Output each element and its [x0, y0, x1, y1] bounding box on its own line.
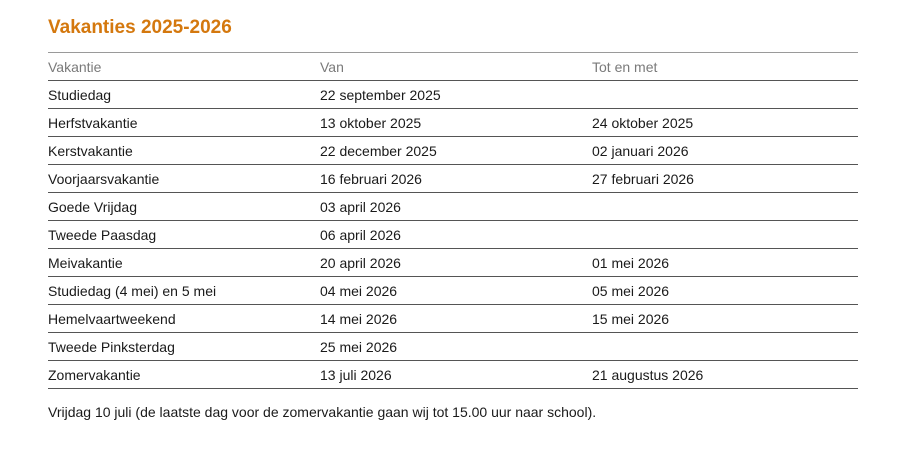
page-title: Vakanties 2025-2026	[48, 17, 232, 38]
content	[48, 14, 858, 421]
cell-tot-en-met: 02 januari 2026	[592, 137, 858, 165]
cell-tot-en-met	[592, 333, 858, 361]
cell-tot-en-met: 21 augustus 2026	[592, 361, 858, 389]
holiday-table	[48, 52, 858, 389]
cell-vakantie: Tweede Pinksterdag	[48, 333, 320, 361]
cell-van: 04 mei 2026	[320, 277, 592, 305]
cell-tot-en-met: 05 mei 2026	[592, 277, 858, 305]
cell-vakantie: Kerstvakantie	[48, 137, 320, 165]
table-row	[48, 193, 858, 221]
column-header-vakantie: Vakantie	[48, 53, 320, 81]
cell-tot-en-met	[592, 193, 858, 221]
table-header-row	[48, 53, 858, 81]
column-header-van: Van	[320, 53, 592, 81]
column-header-tot-en-met: Tot en met	[592, 53, 858, 81]
cell-van: 16 februari 2026	[320, 165, 592, 193]
cell-vakantie: Zomervakantie	[48, 361, 320, 389]
cell-vakantie: Tweede Paasdag	[48, 221, 320, 249]
cell-van: 20 april 2026	[320, 249, 592, 277]
table-row	[48, 165, 858, 193]
cell-tot-en-met: 01 mei 2026	[592, 249, 858, 277]
table-row	[48, 305, 858, 333]
table-row	[48, 221, 858, 249]
cell-vakantie: Voorjaarsvakantie	[48, 165, 320, 193]
table-row	[48, 333, 858, 361]
cell-van: 13 oktober 2025	[320, 109, 592, 137]
cell-van: 13 juli 2026	[320, 361, 592, 389]
cell-vakantie: Studiedag	[48, 81, 320, 109]
cell-van: 25 mei 2026	[320, 333, 592, 361]
table-row	[48, 109, 858, 137]
cell-vakantie: Goede Vrijdag	[48, 193, 320, 221]
table-row	[48, 361, 858, 389]
cell-tot-en-met	[592, 221, 858, 249]
cell-tot-en-met: 27 februari 2026	[592, 165, 858, 193]
cell-vakantie: Herfstvakantie	[48, 109, 320, 137]
cell-tot-en-met	[592, 81, 858, 109]
table-row	[48, 137, 858, 165]
footnote: Vrijdag 10 juli (de laatste dag voor de zomervakantie gaan wij tot 15.00 uur naar school).	[48, 404, 597, 420]
cell-tot-en-met: 15 mei 2026	[592, 305, 858, 333]
cell-van: 14 mei 2026	[320, 305, 592, 333]
table-row	[48, 81, 858, 109]
cell-van: 22 december 2025	[320, 137, 592, 165]
table-row	[48, 249, 858, 277]
cell-van: 03 april 2026	[320, 193, 592, 221]
cell-van: 06 april 2026	[320, 221, 592, 249]
cell-van: 22 september 2025	[320, 81, 592, 109]
cell-vakantie: Meivakantie	[48, 249, 320, 277]
cell-vakantie: Hemelvaartweekend	[48, 305, 320, 333]
cell-tot-en-met: 24 oktober 2025	[592, 109, 858, 137]
cell-vakantie: Studiedag (4 mei) en 5 mei	[48, 277, 320, 305]
table-row	[48, 277, 858, 305]
